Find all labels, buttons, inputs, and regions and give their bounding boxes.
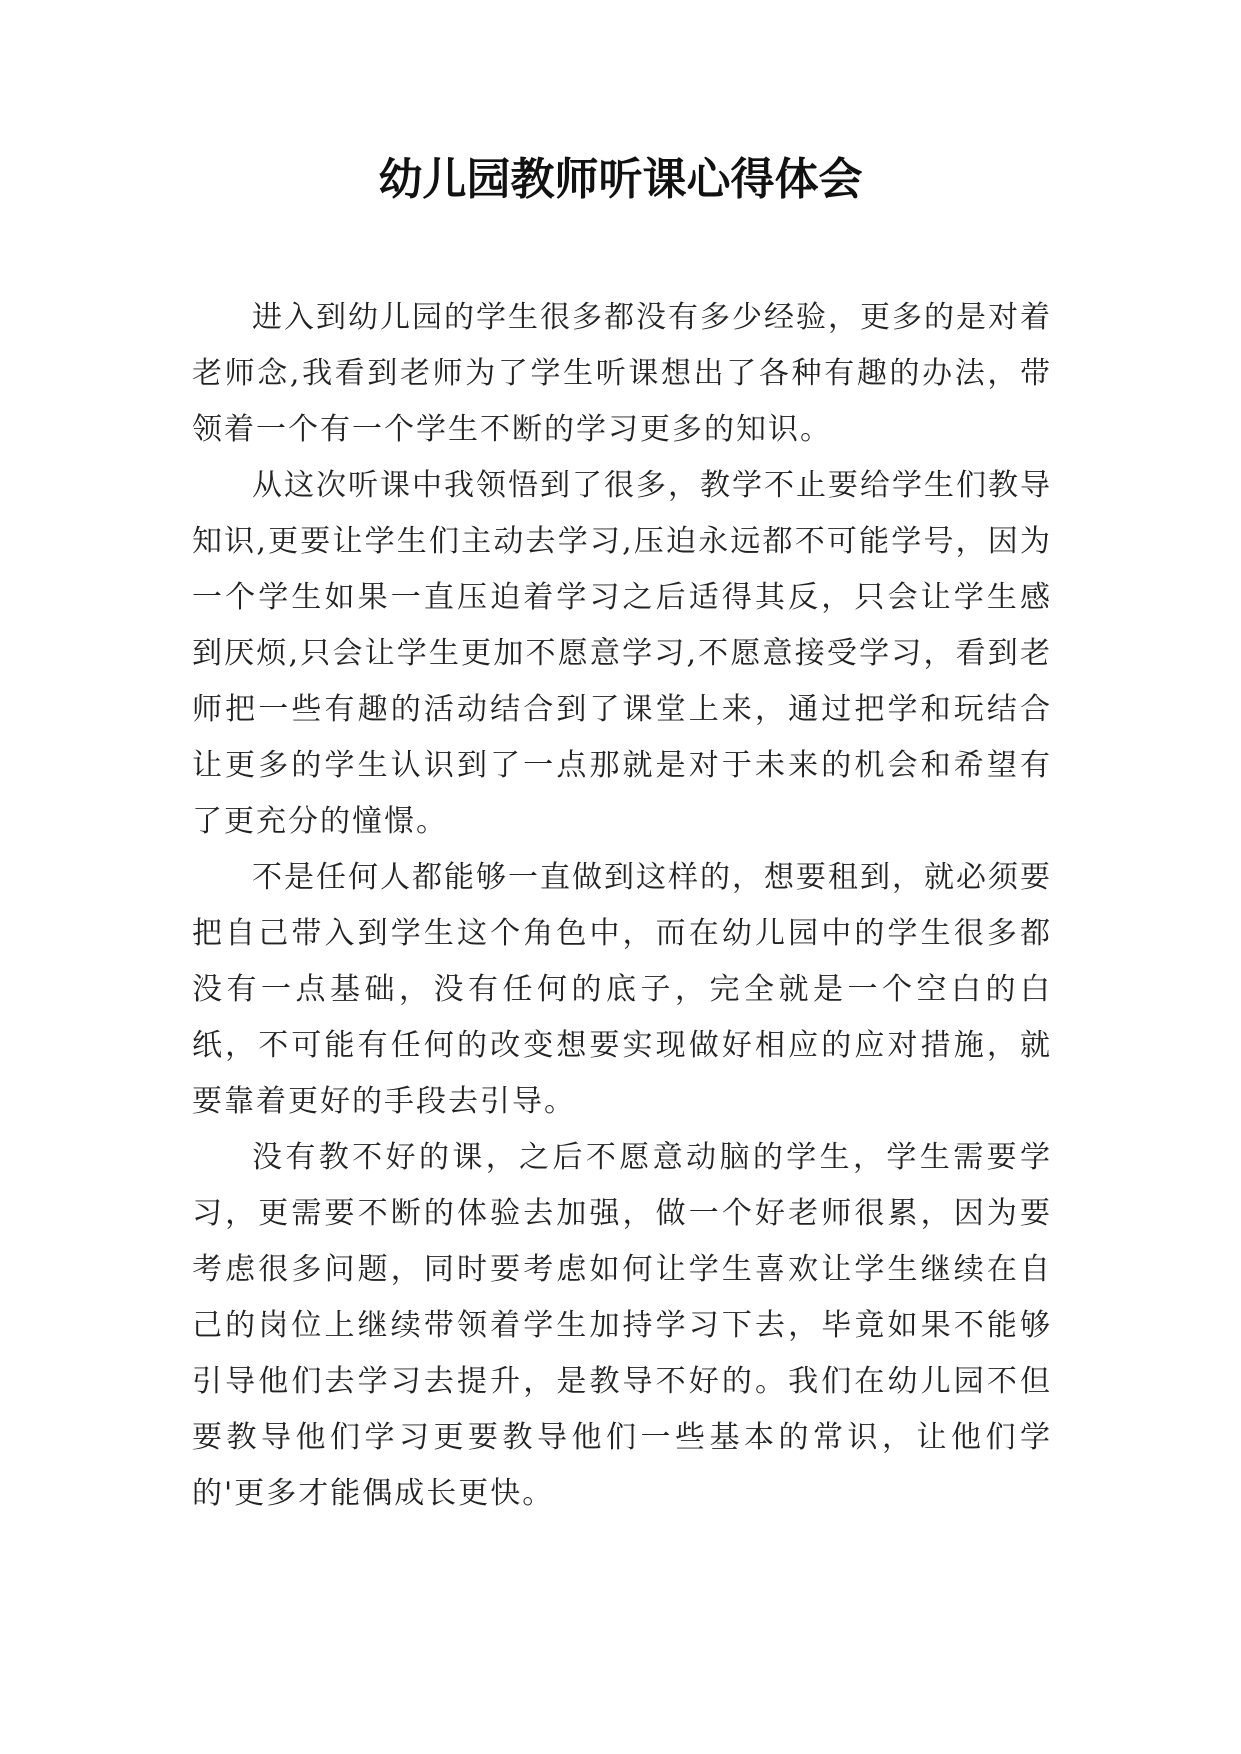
paragraph-1: 进入到幼儿园的学生很多都没有多少经验，更多的是对着老师念,我看到老师为了学生听课想出了各种有趣的办法，带领着一个有一个学生不断的学习更多的知识。 (192, 300, 1052, 447)
paragraph-3: 不是任何人都能够一直做到这样的，想要租到，就必须要把自己带入到学生这个角色中，而在幼儿园中的学生很多都没有一点基础，没有任何的底子，完全就是一个空白的白纸，不可能有任何的改变想要实现做好相应的应对措施，就要靠着更好的手段去引导。 (192, 860, 1052, 1119)
paragraph-2: 从这次听课中我领悟到了很多，教学不止要给学生们教导知识,更要让学生们主动去学习,压迫永远都不可能学号，因为一个学生如果一直压迫着学习之后适得其反，只会让学生感到厌烦,只会让学生更加不愿意学习,不愿意接受学习，看到老师把一些有趣的活动结合到了课堂上来，通过把学和玩结合让更多的学生认识到了一点那就是对于未来的机会和希望有了更充分的憧憬。 (192, 468, 1052, 839)
document-body (192, 290, 1052, 1522)
document-title: 幼儿园教师听课心得体会 (378, 154, 863, 205)
paragraph-4: 没有教不好的课，之后不愿意动脑的学生，学生需要学习，更需要不断的体验去加强，做一个好老师很累，因为要考虑很多问题，同时要考虑如何让学生喜欢让学生继续在自己的岗位上继续带领着学生加持学习下去，毕竟如果不能够引导他们去学习去提升，是教导不好的。我们在幼儿园不但要教导他们学习更要教导他们一些基本的常识，让他们学的'更多才能偶成长更快。 (192, 1140, 1052, 1511)
